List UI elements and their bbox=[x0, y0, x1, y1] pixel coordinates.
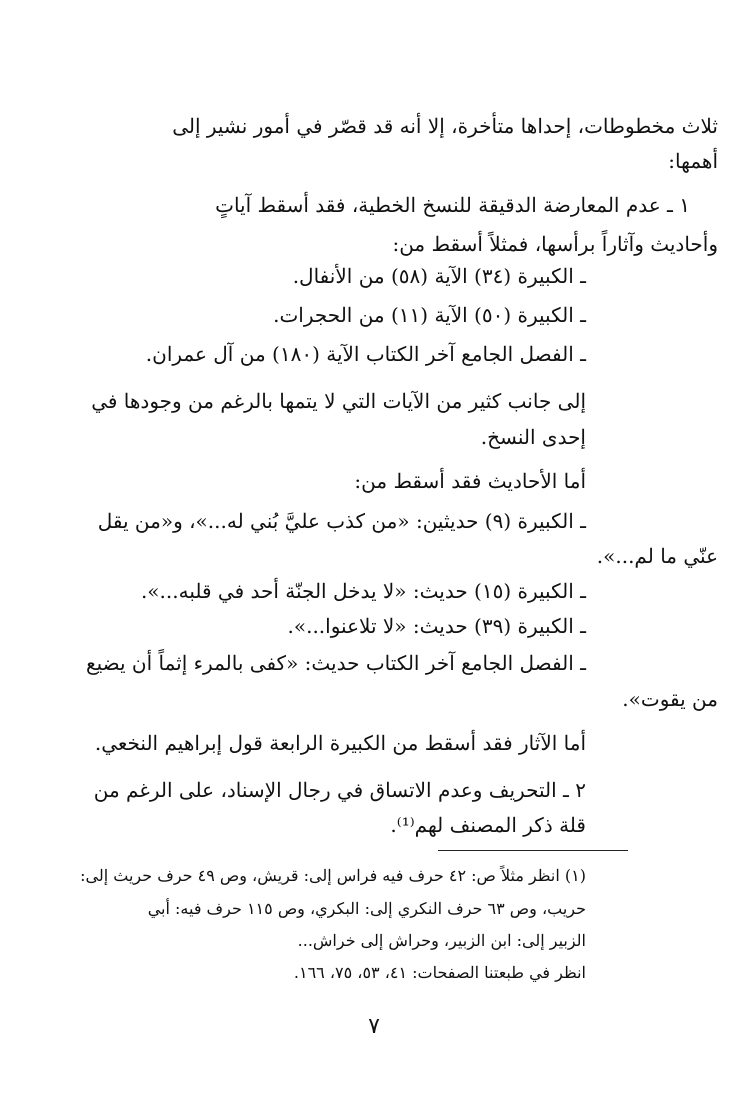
body-line-14: ـ الكبيرة (٣٩) حديث: «لا تلاعنوا...». bbox=[287, 614, 586, 638]
body-line-3: ١ ـ عدم المعارضة الدقيقة للنسخ الخطية، فقد أسقط آياتٍ bbox=[215, 193, 690, 217]
footnote-line-4: انظر في طبعتنا الصفحات: ٤١، ٥٣، ٧٥، ١٦٦. bbox=[293, 963, 586, 982]
body-line-7: ـ الفصل الجامع آخر الكتاب الآية (١٨٠) من آل عمران. bbox=[145, 342, 586, 366]
body-line-16: من يقوت». bbox=[622, 687, 718, 711]
body-line-17: أما الآثار فقد أسقط من الكبيرة الرابعة قول إبراهيم النخعي. bbox=[94, 731, 586, 755]
body-line-5: ـ الكبيرة (٣٤) الآية (٥٨) من الأنفال. bbox=[292, 264, 586, 288]
body-line-1: ثلاث مخطوطات، إحداها متأخرة، إلا أنه قد قصّر في أمور نشير إلى bbox=[172, 114, 718, 138]
body-line-13: ـ الكبيرة (١٥) حديث: «لا يدخل الجنّة أحد في قلبه...». bbox=[140, 579, 586, 603]
body-line-19: قلة ذكر المصنف لهم⁽¹⁾. bbox=[390, 813, 586, 837]
footnote-line-1: (١) انظر مثلاً ص: ٤٢ حرف فيه فراس إلى: قريش، وص ٤٩ حرف حريث إلى: bbox=[80, 866, 586, 885]
body-line-15: ـ الفصل الجامع آخر الكتاب حديث: «كفى بالمرء إثماً أن يضيع bbox=[85, 651, 586, 675]
body-line-9: إحدى النسخ. bbox=[480, 425, 586, 449]
footnote-line-2: حريب، وص ٦٣ حرف النكري إلى: البكري، وص ١١٥ حرف فيه: أبي bbox=[147, 899, 586, 918]
body-line-6: ـ الكبيرة (٥٠) الآية (١١) من الحجرات. bbox=[273, 303, 586, 327]
body-line-10: أما الأحاديث فقد أسقط من: bbox=[354, 469, 586, 493]
body-line-2: أهمها: bbox=[668, 149, 718, 173]
body-line-8: إلى جانب كثير من الآيات التي لا يتمها بالرغم من وجودها في bbox=[91, 389, 586, 413]
body-line-11: ـ الكبيرة (٩) حديثين: «من كذب عليَّ بُني له...»، و«من يقل bbox=[97, 509, 586, 533]
footnote-line-3: الزبير إلى: ابن الزبير، وحراش إلى خراش... bbox=[297, 931, 586, 950]
body-line-12: عنّي ما لم...». bbox=[596, 544, 718, 568]
page-number: ٧ bbox=[368, 1014, 380, 1039]
body-line-4: وأحاديث وآثاراً برأسها، فمثلاً أسقط من: bbox=[392, 232, 718, 256]
body-line-18: ٢ ـ التحريف وعدم الاتساق في رجال الإسناد، على الرغم من bbox=[93, 778, 586, 802]
footnote-separator bbox=[438, 850, 628, 851]
